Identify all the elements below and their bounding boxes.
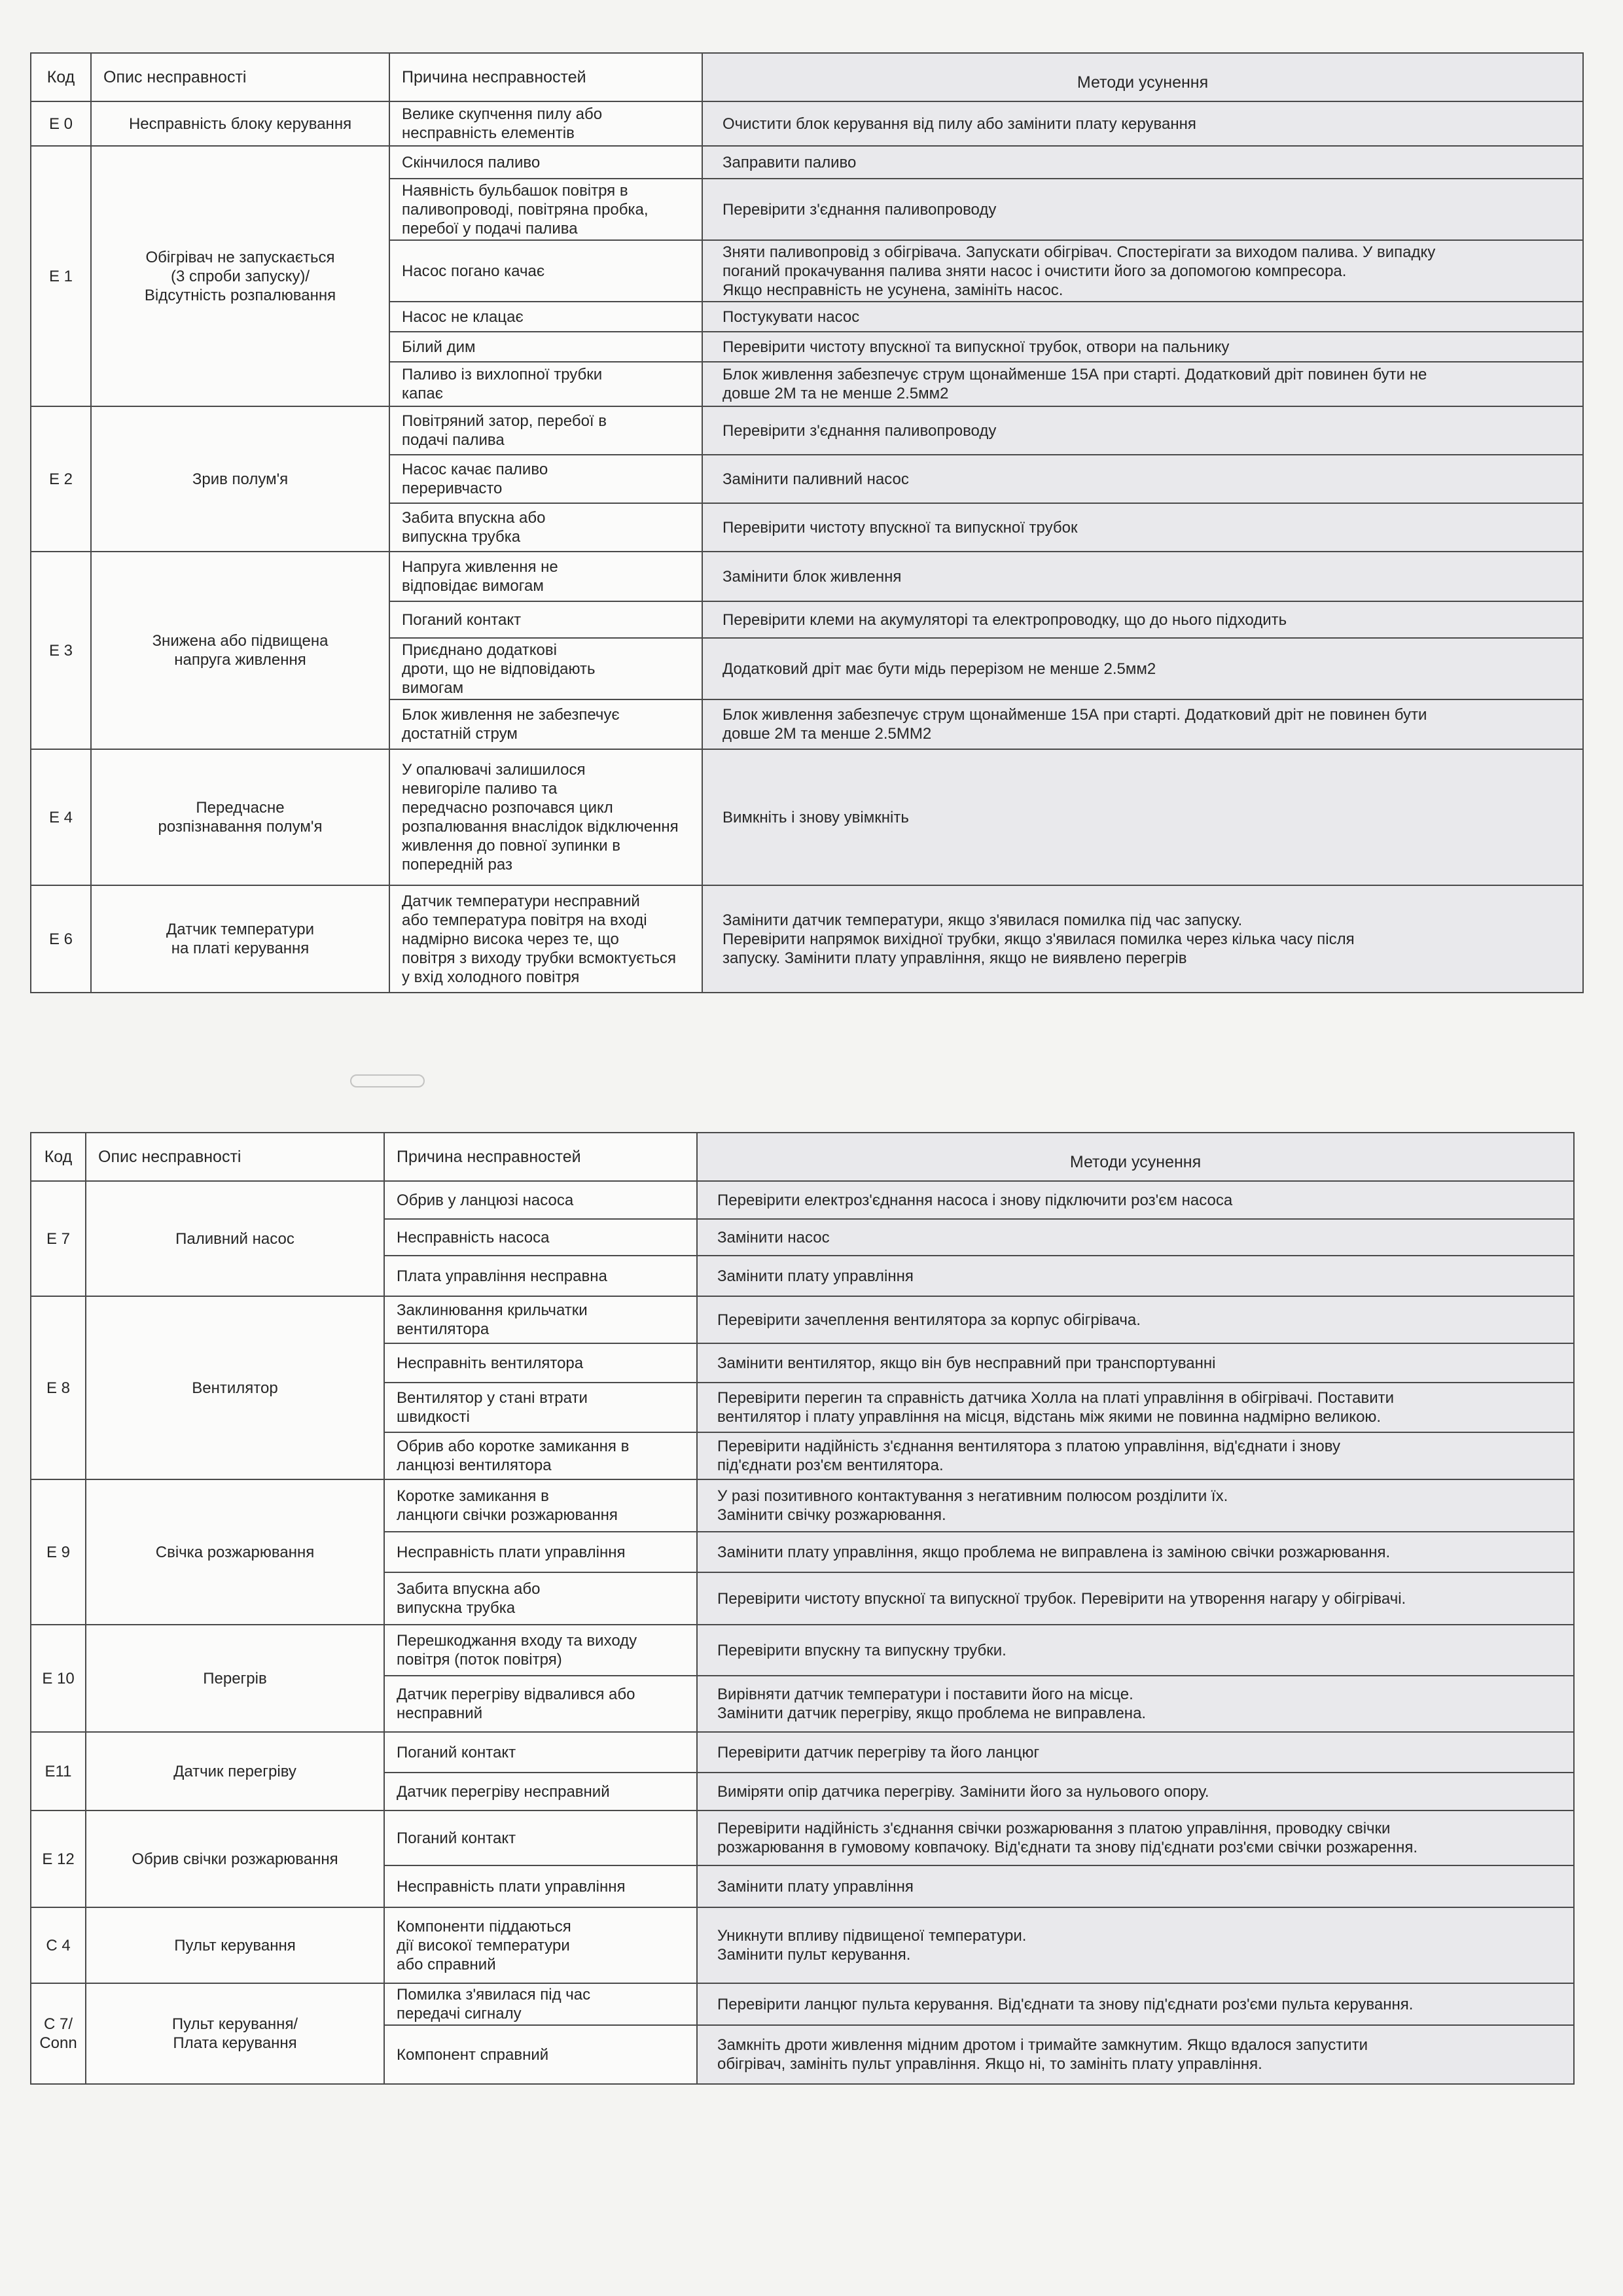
fault-table-1: [30, 52, 1584, 993]
fault-fix: Перевірити впускну та випускну трубки.: [697, 1625, 1574, 1676]
fault-code: E 3: [31, 552, 91, 749]
fault-code: E 12: [31, 1810, 86, 1907]
table-row: [31, 749, 1583, 885]
fault-cause: Датчик температури несправний або температура повітря на вході надмірно висока через те, що повітря з виходу трубки всмоктується у вхід холодного повітря: [389, 885, 702, 993]
fault-cause: Приєднано додаткові дроти, що не відповідають вимогам: [389, 638, 702, 699]
fault-fix: Замінити вентилятор, якщо він був несправний при транспортуванні: [697, 1343, 1574, 1383]
fault-cause: Заклинювання крильчатки вентилятора: [384, 1296, 697, 1343]
header-code: Код: [31, 1133, 86, 1181]
fault-fix: Перевірити з'єднання паливопроводу: [702, 406, 1583, 455]
header-cause: Причина несправностей: [389, 53, 702, 101]
fault-table-2: [30, 1132, 1575, 2085]
fault-description: Зрив полум'я: [91, 406, 389, 552]
header-fix: Методи усунення: [702, 53, 1583, 101]
table-row: [31, 1983, 1574, 2025]
fault-cause: Несправність плати управління: [384, 1865, 697, 1907]
fault-cause: Насос погано качає: [389, 240, 702, 302]
fault-fix: Перевірити електроз'єднання насоса і знову підключити роз'єм насоса: [697, 1181, 1574, 1219]
fault-cause: Несправність плати управління: [384, 1532, 697, 1572]
fault-cause: Датчик перегріву відвалився або несправний: [384, 1676, 697, 1732]
fault-cause: Несправність насоса: [384, 1219, 697, 1256]
fault-cause: Скінчилося паливо: [389, 146, 702, 179]
fault-fix: Перевірити зачеплення вентилятора за корпус обігрівача.: [697, 1296, 1574, 1343]
fault-fix: Перевірити надійність з'єднання свічки розжарювання з платою управління, проводку свічки розжарювання в гумовому ковпачоку. Від'єднати та знову під'єднати роз'єми свічки розжарення.: [697, 1810, 1574, 1865]
fault-fix: Замінити насос: [697, 1219, 1574, 1256]
fault-code: E 7: [31, 1181, 86, 1296]
fault-code: E 2: [31, 406, 91, 552]
table-row: [31, 146, 1583, 179]
table-row: [31, 1810, 1574, 1865]
fault-code: E 6: [31, 885, 91, 993]
fault-fix: Уникнути впливу підвищеної температури. Замінити пульт керування.: [697, 1907, 1574, 1983]
fault-fix: Заправити паливо: [702, 146, 1583, 179]
fault-cause: Коротке замикання в ланцюги свічки розжарювання: [384, 1479, 697, 1532]
fault-fix: Перевірити клеми на акумуляторі та електропроводку, що до нього підходить: [702, 601, 1583, 638]
table-row: [31, 1625, 1574, 1676]
fault-description: Датчик перегріву: [86, 1732, 384, 1810]
table-row: [31, 1907, 1574, 1983]
fault-cause: Перешкоджання входу та виходу повітря (поток повітря): [384, 1625, 697, 1676]
fault-fix: Очистити блок керування від пилу або замінити плату керування: [702, 101, 1583, 146]
fault-cause: Компонент справний: [384, 2025, 697, 2084]
fault-cause: Компоненти піддаються дії високої температури або справний: [384, 1907, 697, 1983]
fault-description: Свічка розжарювання: [86, 1479, 384, 1625]
table-row: [31, 885, 1583, 993]
fault-fix: Перевірити надійність з'єднання вентилятора з платою управління, від'єднати і знову під'єднати роз'єм вентилятора.: [697, 1432, 1574, 1479]
fault-cause: Насос качає паливо переривчасто: [389, 455, 702, 503]
fault-cause: Плата управління несправна: [384, 1256, 697, 1296]
fault-cause: Забита впускна або випускна трубка: [384, 1572, 697, 1625]
fault-description: Вентилятор: [86, 1296, 384, 1479]
fault-description: Пульт керування/ Плата керування: [86, 1983, 384, 2084]
fault-description: Паливний насос: [86, 1181, 384, 1296]
fault-fix: Вирівняти датчик температури і поставити його на місце. Замінити датчик перегріву, якщо проблема не виправлена.: [697, 1676, 1574, 1732]
fault-fix: Замкніть дроти живлення мідним дротом і тримайте замкнутим. Якщо вдалося запустити обігрівач, замініть пульт управління. Якщо ні, то замініть плату управління.: [697, 2025, 1574, 2084]
fault-description: Передчасне розпізнавання полум'я: [91, 749, 389, 885]
fault-fix: Перевірити чистоту впускної та випускної трубок. Перевірити на утворення нагару у обігрівачі.: [697, 1572, 1574, 1625]
table-row: [31, 1732, 1574, 1773]
table-row: [31, 552, 1583, 601]
fault-cause: Забита впускна або випускна трубка: [389, 503, 702, 552]
fault-cause: Поганий контакт: [389, 601, 702, 638]
fault-description: Несправність блоку керування: [91, 101, 389, 146]
fault-description: Датчик температури на платі керування: [91, 885, 389, 993]
fault-description: Перегрів: [86, 1625, 384, 1732]
fault-code: E 9: [31, 1479, 86, 1625]
header-row: [31, 1133, 1574, 1181]
header-description: Опис несправності: [86, 1133, 384, 1181]
fault-fix: Вимкніть і знову увімкніть: [702, 749, 1583, 885]
fault-fix: Замінити плату управління, якщо проблема не виправлена із заміною свічки розжарювання.: [697, 1532, 1574, 1572]
fault-fix: Перевірити з'єднання паливопроводу: [702, 179, 1583, 240]
fault-cause: Насос не клацає: [389, 302, 702, 332]
fault-cause: Повітряний затор, перебої в подачі палива: [389, 406, 702, 455]
header-cause: Причина несправностей: [384, 1133, 697, 1181]
fault-fix: Виміряти опір датчика перегріву. Замінити його за нульового опору.: [697, 1773, 1574, 1810]
fault-description: Пульт керування: [86, 1907, 384, 1983]
fault-code: С 7/ Conn: [31, 1983, 86, 2084]
fault-cause: Вентилятор у стані втрати швидкості: [384, 1383, 697, 1432]
fault-cause: Обрив у ланцюзі насоса: [384, 1181, 697, 1219]
fault-code: E 10: [31, 1625, 86, 1732]
fault-description: Обрив свічки розжарювання: [86, 1810, 384, 1907]
fault-fix: Зняти паливопровід з обігрівача. Запускати обігрівач. Спостерігати за виходом палива. У випадку поганий прокачування палива зняти насос і очистити його за допомогою компресора. Якщо несправність не усунена, замініть насос.: [702, 240, 1583, 302]
table-row: [31, 101, 1583, 146]
header-description: Опис несправності: [91, 53, 389, 101]
fault-code: С 4: [31, 1907, 86, 1983]
table-row: [31, 406, 1583, 455]
fault-cause: Датчик перегріву несправний: [384, 1773, 697, 1810]
fault-fix: Перевірити датчик перегріву та його ланцюг: [697, 1732, 1574, 1773]
fault-cause: Велике скупчення пилу або несправність елементів: [389, 101, 702, 146]
fault-cause: Поганий контакт: [384, 1732, 697, 1773]
fault-cause: Блок живлення не забезпечує достатній струм: [389, 699, 702, 749]
fault-fix: Замінити датчик температури, якщо з'явилася помилка під час запуску. Перевірити напрямок вихідної трубки, якщо з'явилася помилка через кілька часу після запуску. Замінити плату управління, якщо не виявлено перегрів: [702, 885, 1583, 993]
fault-code: E11: [31, 1732, 86, 1810]
fault-cause: Напруга живлення не відповідає вимогам: [389, 552, 702, 601]
table-row: [31, 1181, 1574, 1219]
fault-cause: У опалювачі залишилося невигоріле паливо та передчасно розпочався цикл розпалювання внаслідок відключення живлення до повної зупинки в попередній раз: [389, 749, 702, 885]
fault-description: Знижена або підвищена напруга живлення: [91, 552, 389, 749]
fault-fix: Блок живлення забезпечує струм щонайменше 15А при старті. Додатковий дріт не повинен бути довше 2М та менше 2.5ММ2: [702, 699, 1583, 749]
fault-cause: Обрив або коротке замикання в ланцюзі вентилятора: [384, 1432, 697, 1479]
fault-fix: Блок живлення забезпечує струм щонайменше 15А при старті. Додатковий дріт повинен бути не довше 2М та не менше 2.5мм2: [702, 362, 1583, 406]
fault-cause: Паливо із вихлопної трубки капає: [389, 362, 702, 406]
fault-fix: Замінити плату управління: [697, 1865, 1574, 1907]
fault-fix: Додатковий дріт має бути мідь перерізом не менше 2.5мм2: [702, 638, 1583, 699]
fault-fix: Замінити паливний насос: [702, 455, 1583, 503]
header-code: Код: [31, 53, 91, 101]
fault-code: E 4: [31, 749, 91, 885]
fault-code: E 1: [31, 146, 91, 406]
scan-mark: [350, 1074, 425, 1087]
header-fix: Методи усунення: [697, 1133, 1574, 1181]
fault-code: E 8: [31, 1296, 86, 1479]
fault-cause: Помилка з'явилася під час передачі сигналу: [384, 1983, 697, 2025]
table-row: [31, 1479, 1574, 1532]
fault-fix: Замінити плату управління: [697, 1256, 1574, 1296]
fault-cause: Наявність бульбашок повітря в паливопроводі, повітряна пробка, перебої у подачі палива: [389, 179, 702, 240]
fault-cause: Поганий контакт: [384, 1810, 697, 1865]
fault-description: Обігрівач не запускається (3 спроби запуску)/ Відсутність розпалювання: [91, 146, 389, 406]
fault-cause: Білий дим: [389, 332, 702, 362]
fault-fix: Постукувати насос: [702, 302, 1583, 332]
fault-cause: Несправніть вентилятора: [384, 1343, 697, 1383]
fault-fix: Перевірити чистоту впускної та випускної трубок: [702, 503, 1583, 552]
fault-fix: Замінити блок живлення: [702, 552, 1583, 601]
fault-fix: У разі позитивного контактування з негативним полюсом розділити їх. Замінити свічку розжарювання.: [697, 1479, 1574, 1532]
fault-fix: Перевірити перегин та справність датчика Холла на платі управління в обігрівачі. Поставити вентилятор і плату управління на місця, відстань між якими не повинна надмірно великою.: [697, 1383, 1574, 1432]
fault-fix: Перевірити ланцюг пульта керування. Від'єднати та знову під'єднати роз'єми пульта керування.: [697, 1983, 1574, 2025]
fault-code: E 0: [31, 101, 91, 146]
table-row: [31, 1296, 1574, 1343]
header-row: [31, 53, 1583, 101]
fault-fix: Перевірити чистоту впускної та випускної трубок, отвори на пальнику: [702, 332, 1583, 362]
